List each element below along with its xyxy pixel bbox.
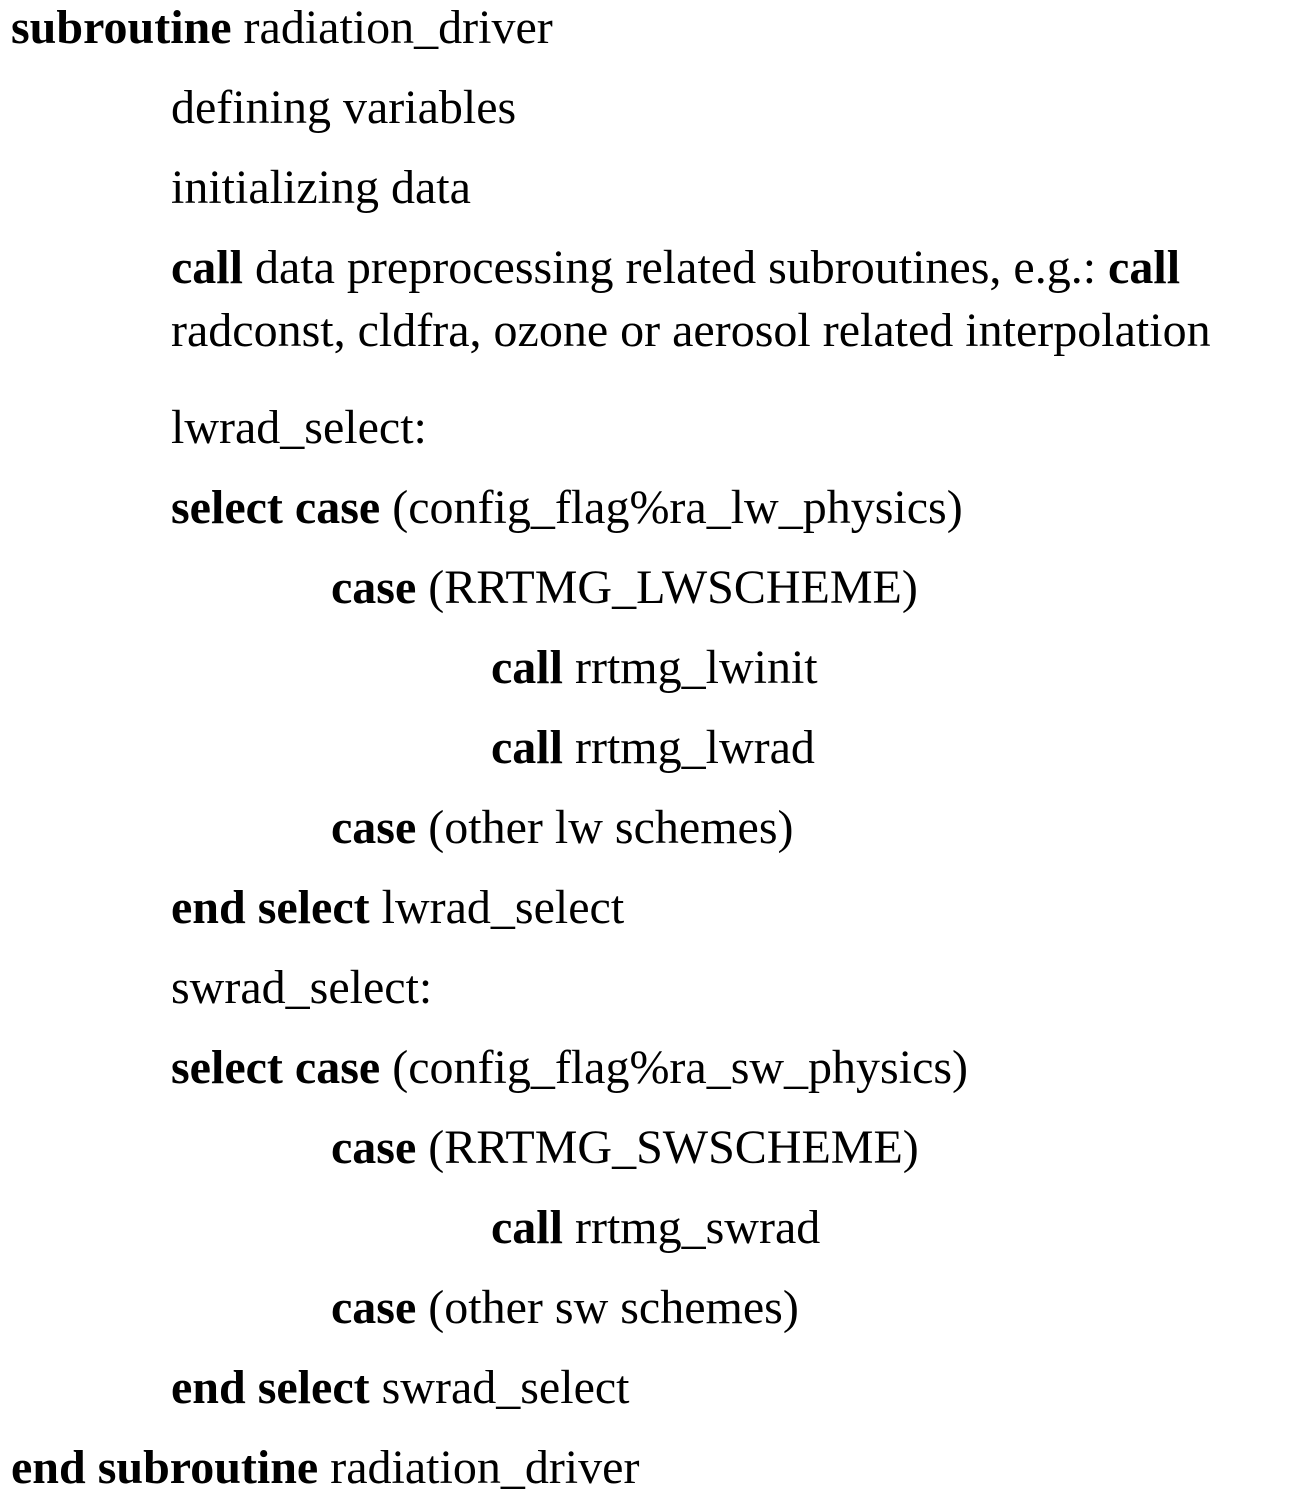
statement-text: lwrad_select — [369, 881, 625, 934]
subroutine-start-line — [11, 0, 553, 56]
case-line — [331, 1120, 919, 1176]
code-line-continuation — [171, 303, 1211, 359]
statement-text: rrtmg_swrad — [562, 1201, 821, 1254]
lw-select-case-line — [171, 480, 963, 536]
keyword: select case — [171, 481, 381, 534]
label-text: lwrad_select: — [171, 401, 427, 454]
keyword: select case — [171, 1041, 381, 1094]
keyword: end select — [171, 1361, 370, 1414]
keyword: call — [1108, 241, 1181, 294]
keyword: call — [491, 721, 563, 774]
statement-text: (other sw schemes) — [416, 1281, 799, 1334]
keyword: end subroutine — [11, 1441, 319, 1494]
end-select-line — [171, 880, 624, 936]
call-line — [491, 1200, 820, 1256]
keyword: call — [171, 241, 243, 294]
code-line — [171, 80, 516, 136]
statement-text: initializing data — [171, 161, 471, 214]
call-line — [491, 720, 815, 776]
statement-text: rrtmg_lwinit — [562, 641, 818, 694]
keyword: case — [331, 1281, 417, 1334]
label-text: swrad_select: — [171, 961, 433, 1014]
statement-text: (RRTMG_LWSCHEME) — [416, 561, 918, 614]
statement-text: (RRTMG_SWSCHEME) — [416, 1121, 919, 1174]
keyword: case — [331, 1121, 417, 1174]
case-line — [331, 800, 794, 856]
call-line — [491, 640, 818, 696]
code-line — [171, 240, 1180, 296]
sw-select-case-line — [171, 1040, 968, 1096]
statement-text: defining variables — [171, 81, 517, 134]
keyword: call — [491, 1201, 563, 1254]
keyword: end select — [171, 881, 370, 934]
keyword: case — [331, 801, 417, 854]
keyword: subroutine — [11, 1, 232, 54]
case-line — [331, 560, 918, 616]
keyword: case — [331, 561, 417, 614]
end-select-line — [171, 1360, 630, 1416]
subroutine-name: radiation_driver — [231, 1, 553, 54]
subroutine-end-line — [11, 1440, 639, 1496]
statement-text: (config_flag%ra_sw_physics) — [380, 1041, 969, 1094]
statement-text: (other lw schemes) — [416, 801, 794, 854]
statement-text: (config_flag%ra_lw_physics) — [380, 481, 963, 534]
statement-text: data preprocessing related subroutines, e.g.: — [242, 241, 1109, 294]
subroutine-name: radiation_driver — [318, 1441, 640, 1494]
sw-select-label — [171, 960, 432, 1016]
case-line — [331, 1280, 799, 1336]
statement-text: radconst, cldfra, ozone or aerosol related interpolation — [171, 304, 1211, 357]
statement-text: rrtmg_lwrad — [562, 721, 815, 774]
keyword: call — [491, 641, 563, 694]
code-line — [171, 160, 471, 216]
lw-select-label — [171, 400, 427, 456]
statement-text: swrad_select — [369, 1361, 630, 1414]
